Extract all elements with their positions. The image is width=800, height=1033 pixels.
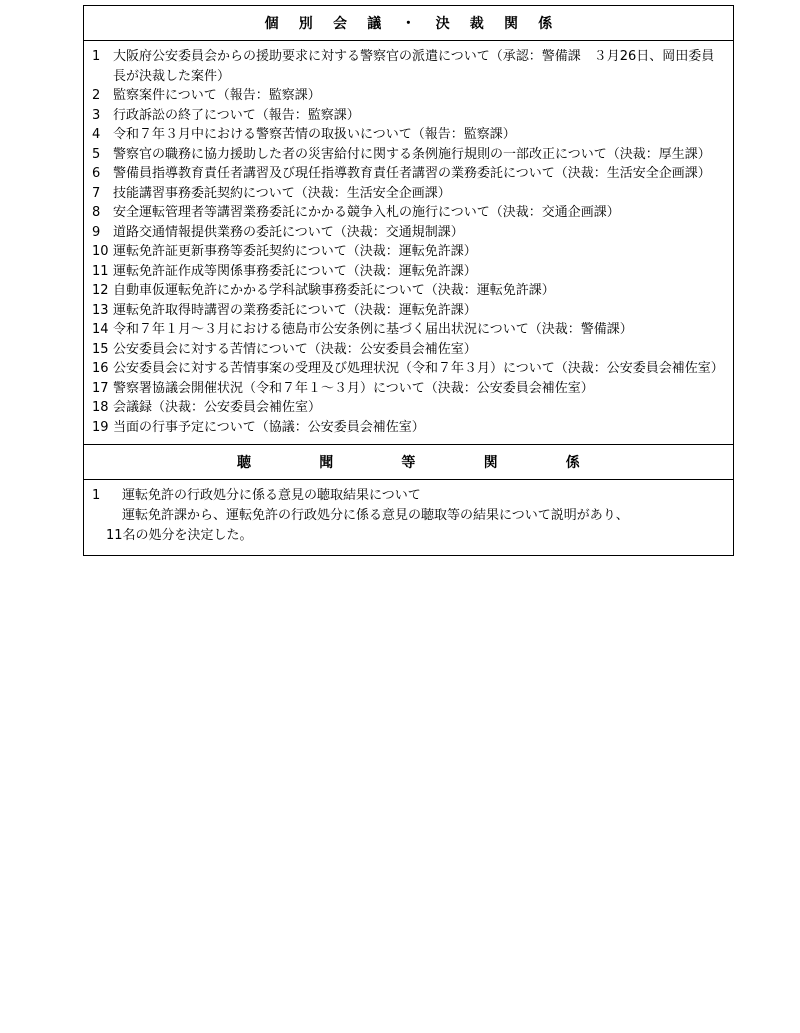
section1-heading <box>84 6 733 40</box>
section1-list <box>84 41 733 444</box>
item-number: 14 <box>92 322 109 337</box>
list-item <box>92 281 727 301</box>
section2-content <box>84 480 733 555</box>
heading-char: 係 <box>538 16 553 32</box>
list-item <box>92 106 727 126</box>
heading-char: 会 <box>332 16 348 32</box>
item-number: 18 <box>92 400 109 415</box>
item-title: 運転免許の行政処分に係る意見の聴取結果について <box>122 488 421 503</box>
item-number: 4 <box>92 127 101 142</box>
heading-char: 関 <box>504 16 519 32</box>
heading-char: ・ <box>401 16 416 32</box>
list-item <box>92 86 727 106</box>
item-number: 3 <box>92 107 101 123</box>
item-text: 安全運転管理者等講習業務委託にかかる競争入札の施行について（決裁：交通企画課） <box>113 205 620 220</box>
heading-char: 聞 <box>319 455 334 471</box>
list-item <box>92 125 727 145</box>
minutes-table <box>83 5 734 556</box>
list-item <box>92 398 727 418</box>
item-text: 技能講習事務委託契約について（決裁：生活安全企画課） <box>113 185 451 201</box>
item-number: 1 <box>92 488 101 503</box>
item-text: 公安委員会に対する苦情事案の受理及び処理状況（令和７年３月）について（決裁：公安委員会補佐室） <box>113 361 724 376</box>
item-number: 15 <box>92 341 109 357</box>
item-text: 道路交通情報提供業務の委託について（決裁：交通規制課） <box>113 224 464 240</box>
item-text: 監察案件について（報告：監察課） <box>113 88 321 103</box>
item-number: 1 <box>92 49 101 64</box>
item-number: 12 <box>92 283 109 298</box>
item-text: 令和７年３月中における警察苦情の取扱いについて（報告：監察課） <box>113 127 516 142</box>
list-item <box>92 301 727 321</box>
hearing-item <box>92 486 727 506</box>
item-number: 9 <box>92 224 101 240</box>
hearing-detail-line1: 運転免許課から、運転免許の行政処分に係る意見の聴取等の結果について説明があり、 <box>122 508 629 523</box>
item-number: 16 <box>92 361 109 376</box>
item-text: 警察官の職務に協力援助した者の災害給付に関する条例施行規則の一部改正について（決裁：厚生課） <box>113 146 711 162</box>
item-number: 11 <box>92 263 109 279</box>
list-item <box>92 359 727 379</box>
item-number: 6 <box>92 166 101 181</box>
item-number: 19 <box>92 419 109 435</box>
item-text: 当面の行事予定について（協議：公安委員会補佐室） <box>113 419 425 435</box>
heading-char: 議 <box>367 16 382 32</box>
list-item <box>92 145 727 165</box>
item-number: 7 <box>92 185 101 201</box>
item-text: 令和７年１月～３月における徳島市公安条例に基づく届出状況について（決裁：警備課） <box>113 322 633 337</box>
section2-heading <box>84 445 733 479</box>
list-item <box>92 340 727 360</box>
heading-char: 等 <box>401 455 416 471</box>
item-number: 17 <box>92 380 109 396</box>
hearing-detail-line2: 11名の処分を決定した。 <box>106 528 253 543</box>
item-text: 自動車仮運転免許にかかる学科試験事務委託について（決裁：運転免許課） <box>113 283 555 298</box>
list-item <box>92 379 727 399</box>
item-text: 会議録（決裁：公安委員会補佐室） <box>113 400 322 415</box>
heading-char: 関 <box>483 455 498 471</box>
heading-char: 別 <box>298 16 313 32</box>
heading-char: 決 <box>435 16 450 32</box>
item-text: 運転免許取得時講習の業務委託について（決裁：運転免許課） <box>113 302 477 318</box>
list-item <box>92 242 727 262</box>
list-item <box>92 164 727 184</box>
heading-char: 個 <box>264 16 279 32</box>
item-text: 行政訴訟の終了について（報告：監察課） <box>113 107 360 123</box>
item-number: 10 <box>92 244 109 259</box>
list-item <box>92 47 727 86</box>
item-number: 5 <box>92 146 101 162</box>
item-text: 大阪府公安委員会からの援助要求に対する警察官の派遣について（承認：警備課 ３月26日、岡田委員長が決裁した案件） <box>113 49 715 84</box>
item-number: 8 <box>92 205 101 220</box>
item-number: 13 <box>92 302 109 318</box>
item-text: 警備員指導教育責任者講習及び現任指導教育責任者講習の業務委託について（決裁：生活安全企画課） <box>113 166 711 181</box>
list-item <box>92 203 727 223</box>
list-item <box>92 184 727 204</box>
item-text: 公安委員会に対する苦情について（決裁：公安委員会補佐室） <box>113 341 477 357</box>
list-item <box>92 320 727 340</box>
heading-char: 裁 <box>469 16 484 32</box>
heading-char: 聴 <box>236 455 252 471</box>
list-item <box>92 418 727 438</box>
item-text: 運転免許証更新事務等委託契約について（決裁：運転免許課） <box>113 244 477 259</box>
heading-char: 係 <box>565 455 580 471</box>
item-text: 警察署協議会開催状況（令和７年１～３月）について（決裁：公安委員会補佐室） <box>113 380 594 396</box>
item-text: 運転免許証作成等関係事務委託について（決裁：運転免許課） <box>113 263 477 279</box>
item-number: 2 <box>92 88 101 103</box>
list-item <box>92 223 727 243</box>
list-item <box>92 262 727 282</box>
